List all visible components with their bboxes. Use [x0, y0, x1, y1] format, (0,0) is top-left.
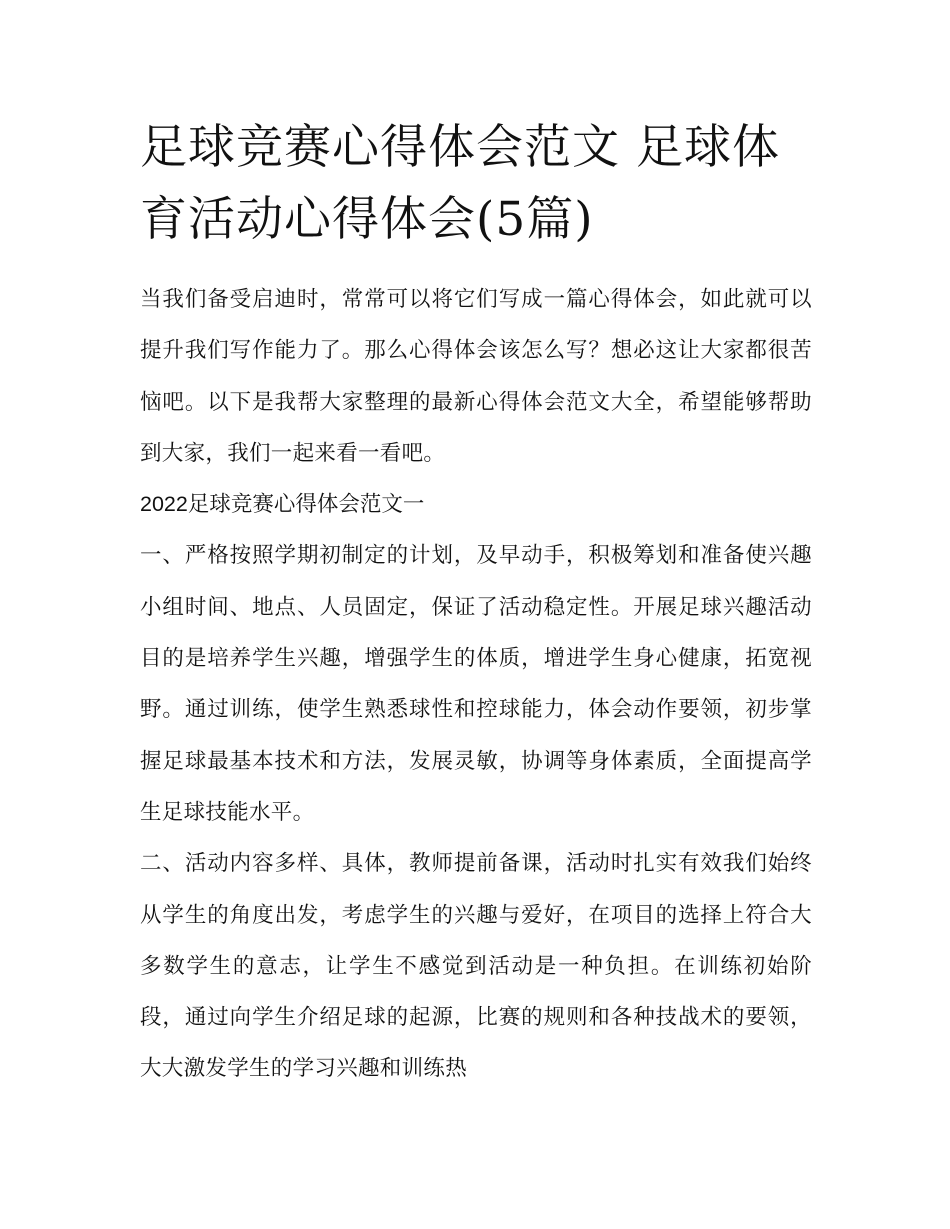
section-heading: 2022足球竞赛心得体会范文一	[140, 492, 425, 517]
body-paragraph-2: 二、活动内容多样、具体，教师提前备课，活动时扎实有效我们始终从学生的角度出发，考虑学生的兴趣与爱好，在项目的选择上符合大多数学生的意志，让学生不感觉到活动是一种负担。在训练初始阶段，通过向学生介绍足球的起源，比赛的规则和各种技战术的要领，大大激发学生的学习兴趣和训练热	[140, 851, 812, 1082]
document-body	[140, 274, 812, 1095]
document-page	[140, 112, 812, 1095]
document-title: 足球竞赛心得体会范文 足球体育活动心得体会(5篇)	[140, 120, 780, 247]
body-paragraph-1: 一、严格按照学期初制定的计划，及早动手，积极筹划和准备使兴趣小组时间、地点、人员固定，保证了活动稳定性。开展足球兴趣活动目的是培养学生兴趣，增强学生的体质，增进学生身心健康，拓宽视野。通过训练，使学生熟悉球性和控球能力，体会动作要领，初步掌握足球最基本技术和方法，发展灵敏，协调等身体素质，全面提高学生足球技能水平。	[140, 543, 812, 825]
intro-paragraph: 当我们备受启迪时，常常可以将它们写成一篇心得体会，如此就可以提升我们写作能力了。那么心得体会该怎么写？想必这让大家都很苦恼吧。以下是我帮大家整理的最新心得体会范文大全，希望能够帮助到大家，我们一起来看一看吧。	[140, 287, 812, 466]
